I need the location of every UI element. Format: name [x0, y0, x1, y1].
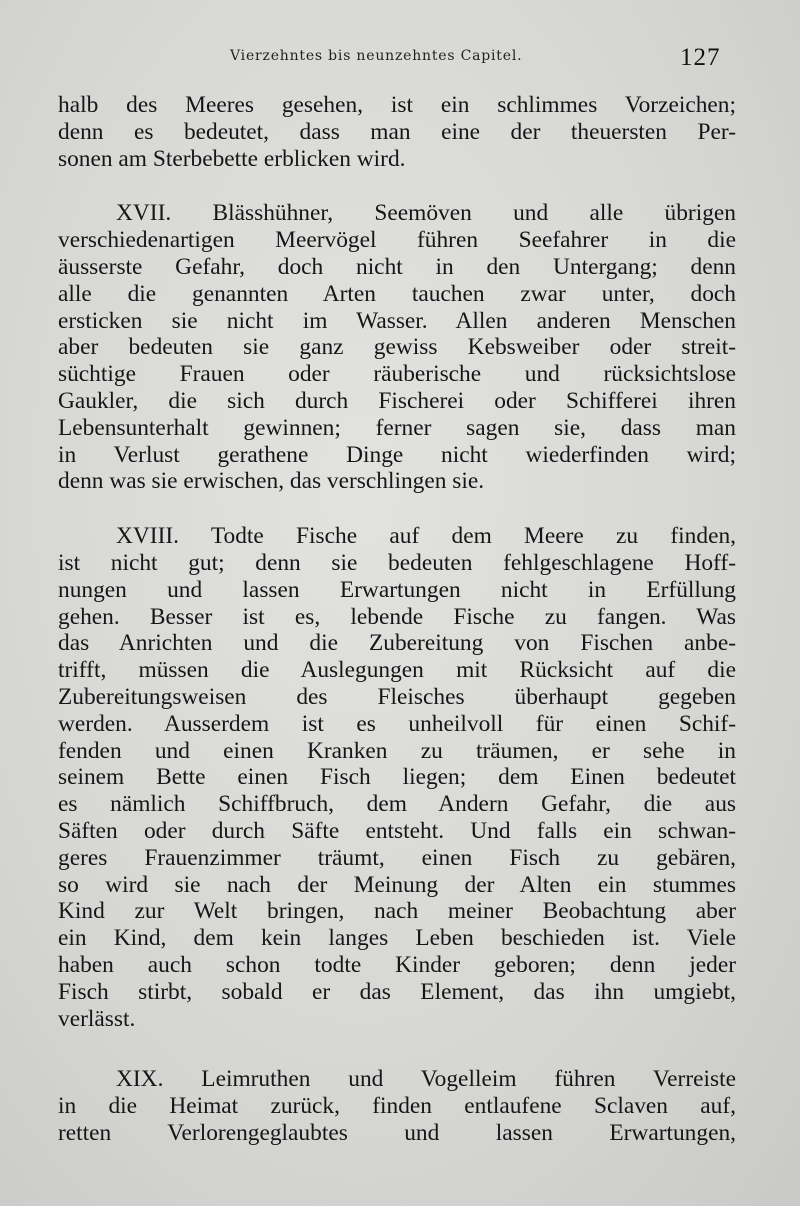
text-line: nungen und lassen Erwartungen nicht in Erfüllung	[58, 576, 736, 603]
text-line: Zubereitungsweisen des Fleisches überhaupt gegeben	[58, 683, 736, 710]
text-line: fenden und einen Kranken zu träumen, er sehe in	[58, 737, 736, 764]
paragraph-xviii	[58, 523, 736, 1032]
text-line: trifft, müssen die Auslegungen mit Rücksicht auf die	[58, 657, 736, 684]
text-line: XVIII. Todte Fische auf dem Meere zu finden,	[116, 523, 736, 550]
text-line: ein Kind, dem kein langes Leben beschieden ist. Viele	[58, 925, 736, 952]
page-number: 127	[680, 44, 721, 71]
text-line: denn es bedeutet, dass man eine der theuersten Per-	[58, 118, 736, 145]
text-line: werden. Ausserdem ist es unheilvoll für einen Schif-	[58, 710, 736, 737]
text-line: denn was sie erwischen, das verschlingen sie.	[58, 468, 485, 495]
text-line: gehen. Besser ist es, lebende Fische zu fangen. Was	[58, 603, 736, 630]
text-line: seinem Bette einen Fisch liegen; dem Einen bedeutet	[58, 764, 736, 791]
text-line: es nämlich Schiffbruch, dem Andern Gefahr, die aus	[58, 791, 736, 818]
text-line: sonen am Sterbebette erblicken wird.	[58, 145, 406, 172]
paragraph-xix	[58, 1066, 736, 1146]
paragraph-xvii	[58, 200, 736, 495]
text-line: aber bedeuten sie ganz gewiss Kebsweiber oder streit-	[58, 334, 736, 361]
text-line: ersticken sie nicht im Wasser. Allen anderen Menschen	[58, 307, 736, 334]
text-line: Gaukler, die sich durch Fischerei oder Schifferei ihren	[58, 387, 736, 414]
text-line: ist nicht gut; denn sie bedeuten fehlgeschlagene Hoff-	[58, 549, 736, 576]
text-line: XIX. Leimruthen und Vogelleim führen Verreiste	[116, 1066, 736, 1093]
text-line: halb des Meeres gesehen, ist ein schlimmes Vorzeichen;	[58, 92, 736, 118]
text-line: süchtige Frauen oder räuberische und rücksichtslose	[58, 361, 736, 388]
body-text	[58, 92, 736, 1147]
text-line: in die Heimat zurück, finden entlaufene Sclaven auf,	[58, 1093, 736, 1120]
paragraph-continuation	[58, 92, 736, 172]
text-line: Lebensunterhalt gewinnen; ferner sagen sie, dass man	[58, 414, 736, 441]
text-line: geres Frauenzimmer träumt, einen Fisch zu gebären,	[58, 844, 736, 871]
running-head: Vierzehntes bis neunzehntes Capitel.	[230, 48, 523, 64]
text-line: Kind zur Welt bringen, nach meiner Beobachtung aber	[58, 898, 736, 925]
text-line: retten Verlorengeglaubtes und lassen Erwartungen,	[58, 1119, 736, 1146]
text-line: verlässt.	[58, 1005, 136, 1032]
text-line: äusserste Gefahr, doch nicht in den Untergang; denn	[58, 253, 736, 280]
text-line: Fisch stirbt, sobald er das Element, das ihn umgiebt,	[58, 978, 736, 1005]
text-line: so wird sie nach der Meinung der Alten ein stummes	[58, 871, 736, 898]
text-line: das Anrichten und die Zubereitung von Fischen anbe-	[58, 630, 736, 657]
text-line: XVII. Blässhühner, Seemöven und alle übrigen	[116, 200, 736, 227]
page-header	[0, 44, 800, 74]
text-line: verschiedenartigen Meervögel führen Seefahrer in die	[58, 227, 736, 254]
text-line: in Verlust gerathene Dinge nicht wiederfinden wird;	[58, 441, 736, 468]
text-line: alle die genannten Arten tauchen zwar unter, doch	[58, 280, 736, 307]
text-line: Säften oder durch Säfte entsteht. Und falls ein schwan-	[58, 817, 736, 844]
text-line: haben auch schon todte Kinder geboren; denn jeder	[58, 951, 736, 978]
